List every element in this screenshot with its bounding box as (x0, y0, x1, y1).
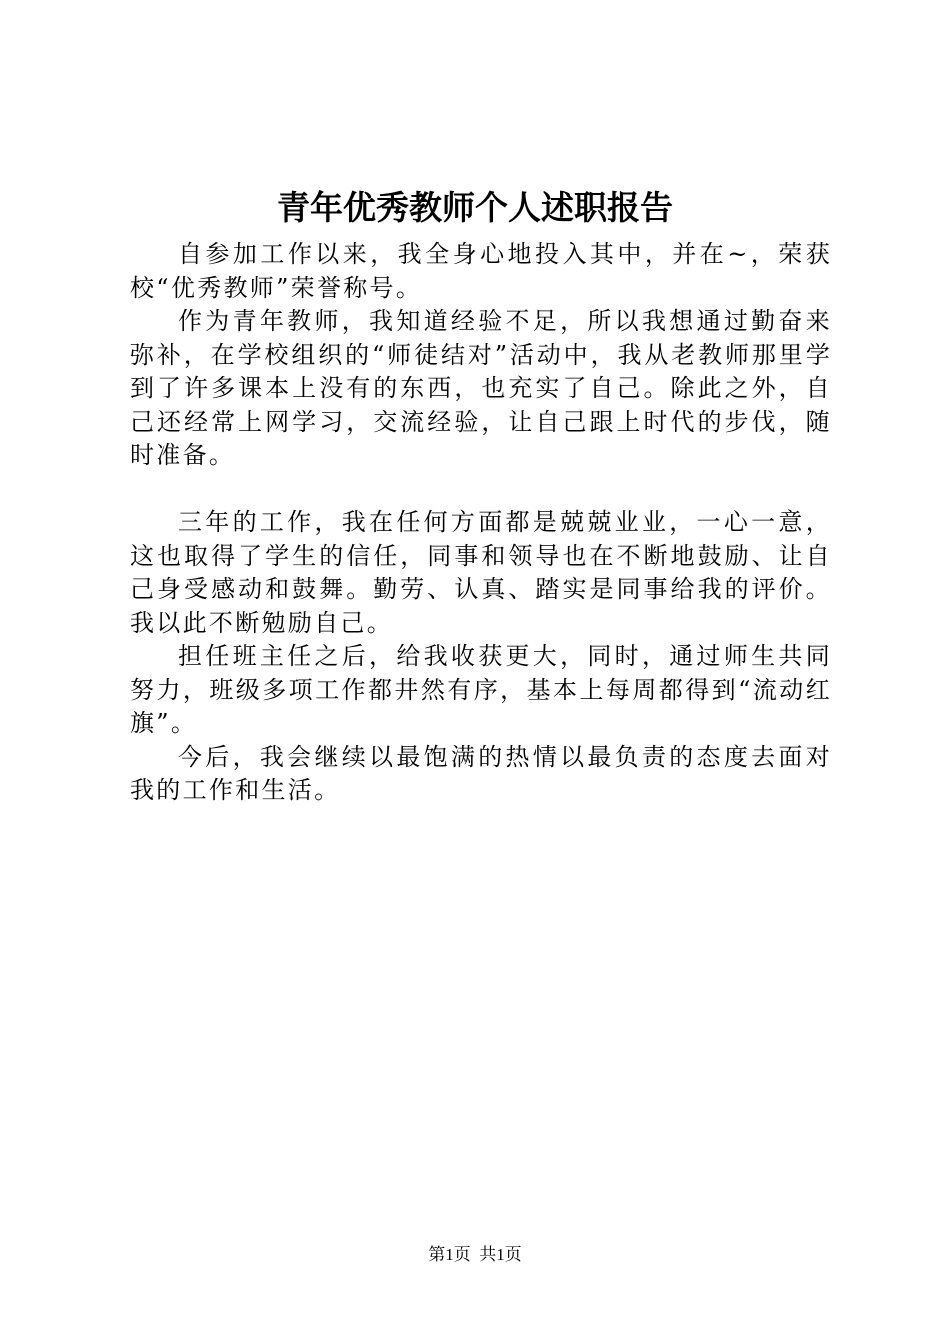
page-footer: 第1页 共1页 (428, 1245, 522, 1264)
paragraph-3: 三年的工作，我在任何方面都是兢兢业业，一心一意，这也取得了学生的信任，同事和领导也在不断地鼓励、让自己身受感动和鼓舞。勤劳、认真、踏实是同事给我的评价。我以此不断勉励自己。 (130, 508, 832, 637)
paragraph-4: 担任班主任之后，给我收获更大，同时，通过师生共同努力，班级多项工作都井然有序，基本上每周都得到“流动红旗”。 (130, 642, 832, 737)
document-body (130, 238, 832, 808)
page-title: 青年优秀教师个人述职报告 (277, 188, 673, 227)
paragraph-1: 自参加工作以来，我全身心地投入其中，并在~，荣获校“优秀教师”荣誉称号。 (130, 240, 832, 302)
paragraph-2: 作为青年教师，我知道经验不足，所以我想通过勤奋来弥补，在学校组织的“师徒结对”活动中，我从老教师那里学到了许多课本上没有的东西，也充实了自己。除此之外，自己还经常上网学习，交流经验，让自己跟上时代的步伐，随时准备。 (130, 307, 832, 469)
paragraph-5: 今后，我会继续以最饱满的热情以最负责的态度去面对我的工作和生活。 (130, 742, 832, 804)
